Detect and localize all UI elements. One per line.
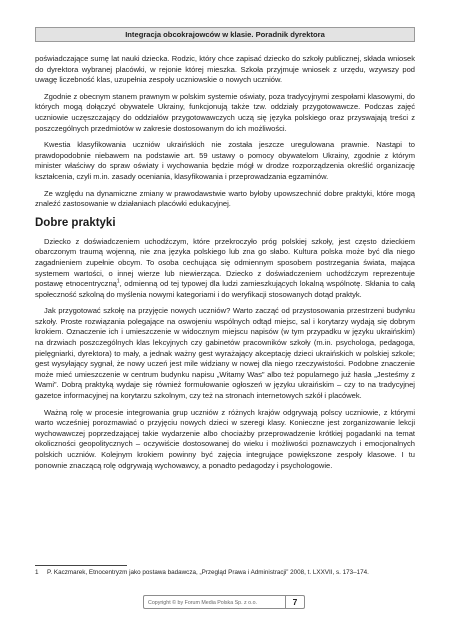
running-header: Integracja obcokrajowców w klasie. Poradnik dyrektora [35,27,415,42]
paragraph: Kwestia klasyfikowania uczniów ukraińskich nie została jeszcze uregulowana prawnie. Nastąpi to prawdopodobnie niebawem na podstawie art. 59 ustawy o pomocy obywatelom Ukrainy, zgodnie z którym minister właściwy do spraw oświaty i wychowania będzie mógł w drodze rozporządzenia określić organizację kształcenia, czyli m.in. zasady oceniania, klasyfikowania i przeprowadzania egzaminów. [35,140,415,181]
paragraph: Ze względu na dynamiczne zmiany w prawodawstwie warto byłoby upowszechnić dobre praktyki, które mogą znaleźć zastosowanie w działaniach placówki edukacyjnej. [35,188,415,209]
page-footer [143,595,305,609]
footnote-reference[interactable]: 1 [116,278,120,285]
paragraph: Zgodnie z obecnym stanem prawnym w polskim systemie oświaty, poza tradycyjnymi zespołami klasowymi, do których mogą dołączyć obywatele Ukrainy, funkcjonują także tzw. oddziały przygotowawcze. Podczas zajęć uczniowie uczęszczający do oddziałów przygotowawczych uczą się języka polskiego oraz przyswajają treści z poszczególnych przedmiotów w zakresie dostosowanym do ich możliwości. [35,91,415,133]
paragraph [35,237,415,301]
footnote-number: 1 [35,569,39,576]
paragraph-text: , odmienną od tej typowej dla ludzi zamieszkujących lokalną wspólnotę. Skłania to całą społeczność szkolną do myślenia nowymi kategoriami i do weryfikacji stosowanych dotąd praktyk. [35,279,415,299]
footnote [35,569,415,577]
paragraph: Jak przygotować szkołę na przyjęcie nowych uczniów? Warto zacząć od przystosowania przestrzeni budynku szkoły. Proste rozwiązania polegające na oswojeniu wspólnych odtąd miejsc, sal i korytarzy wydają się dobrym krokiem. Oznaczenie ich i umieszczenie w widocznym miejscu napisów (w tym przypadku w języku ukraińskim) na drzwiach poszczególnych klas lekcyjnych czy gabinetów pracowników szkoły (m.in. psychologa, pedagoga, pielęgniarki, dyrektora) to mały, a jednak ważny gest wyrażający akceptację dzieci ukraińskich w polskiej szkole; gest wysyłający sygnał, że nowy uczeń jest mile widziany w nowej dla niego rzeczywistości. Podobne znaczenie może mieć umieszczenie w centrum budynku napisu „Witamy Was” albo też popularnego już hasła „Jesteśmy z Wami”. Dobrą praktyką wydaje się również formułowanie ogłoszeń w języku ukraińskim – czy to na tradycyjnej gazetce informacyjnej na korytarzu szkolnym, czy też na stronach internetowych szkół i placówek. [35,306,415,401]
footnote-divider [35,565,127,566]
section-heading: Dobre praktyki [35,216,116,229]
copyright-text: Copyright © by Forum Media Polska Sp. z o.o. [148,599,258,606]
paragraph-text: Dziecko z doświadczeniem uchodźczym, które przekroczyło próg polskiej szkoły, jest często dzieckiem obarczonym traumą wojenną, nie zna języka polskiego lub zna go słabo. Kultura polska może być dla niego zagadnieniem zupełnie obcym. To osoba cechująca się odmiennym sposobem postrzegania świata, mająca systemem wartości, o innej wierze lub niewierząca. Dziecko z doświadczeniem uchodźczym reprezentuje postawę etnocentryczną [35,236,415,289]
paragraph: Ważną rolę w procesie integrowania grup uczniów z różnych krajów odgrywają polscy uczniowie, z którymi warto wcześniej porozmawiać o przyjęciu nowych dzieci w szeregi klasy. Konieczne jest zorganizowanie lekcji wychowawczej poprzedzającej takie wydarzenie albo chociażby przeprowadzenie krótkiej pogadanki na temat okoliczności geopolitycznych – oczywiście dostosowanej do wieku i możliwości poznawczych i emocjonalnych polskich uczniów. Kolejnym krokiem powinny być zajęcia integrujące powiększone zespoły klasowe. I tu ponownie znaczącą rolę odgrywają wychowawcy, a ponadto pedagodzy i psychologowie. [35,407,415,470]
page-number: 7 [285,595,304,609]
paragraph: poświadczające sumę lat nauki dziecka. Rodzic, który chce zapisać dziecko do szkoły publicznej, składa wniosek do dyrektora wybranej placówki, w rejonie której mieszka. Szkoła przyjmuje wniosek z urzędu, wzywszy pod uwagę liczebność klas, uzupełnia zespoły uczniowskie o nowych uczniów. [35,54,415,85]
page-body [35,54,415,477]
footnote-text: P. Kaczmarek, Etnocentryzm jako postawa badawcza, „Przegląd Prawa i Administracji” 2008, t. LXXVII, s. 173–174. [47,569,369,576]
